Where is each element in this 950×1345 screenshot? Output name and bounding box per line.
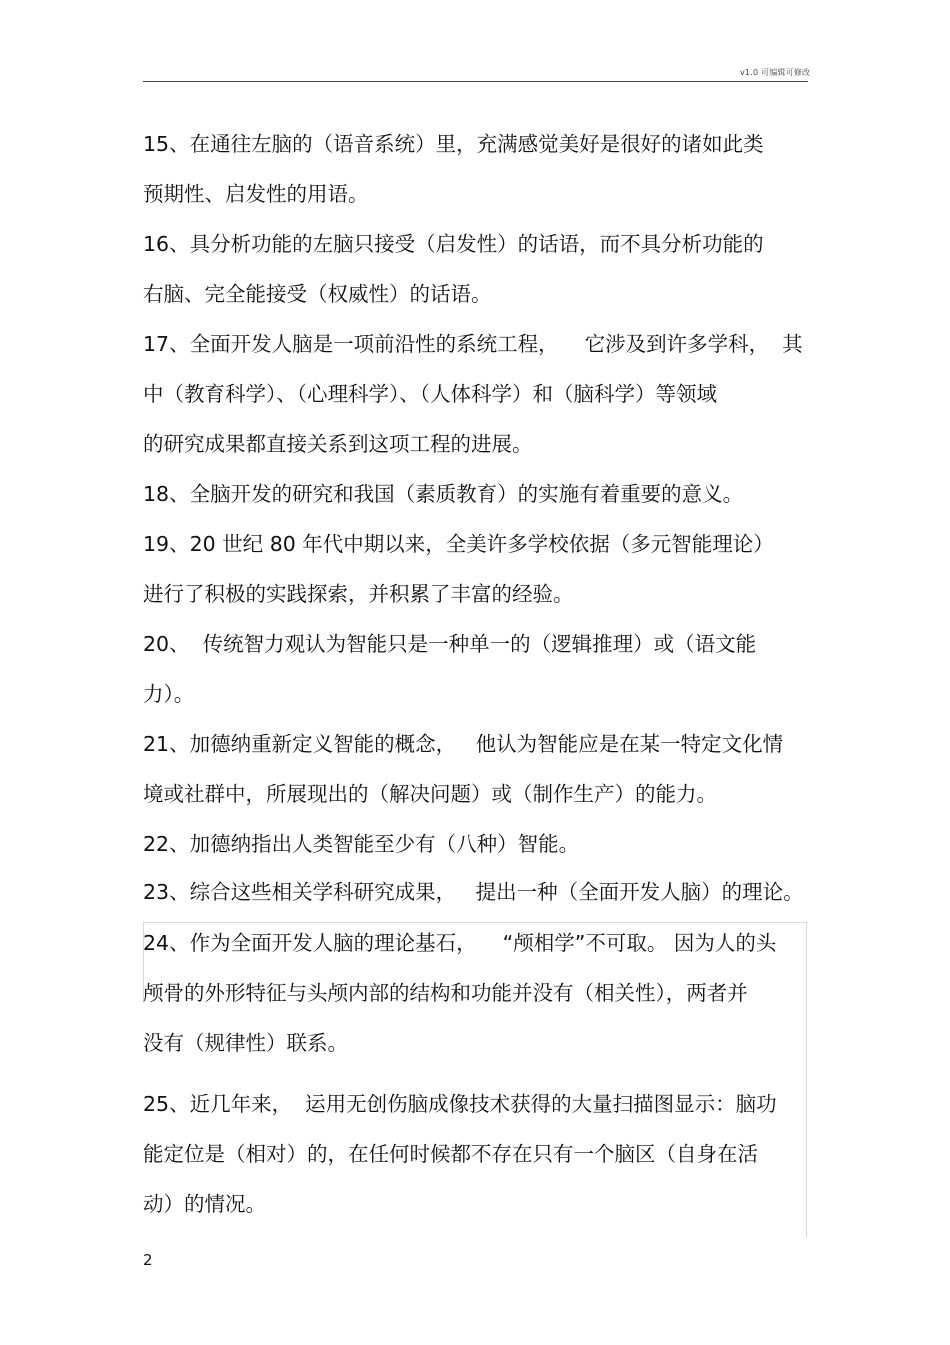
text-line: 右脑、完全能接受（权威性）的话语。: [143, 282, 492, 306]
text-line: 能定位是（相对）的，在任何时候都不存在只有一个脑区（自身在活: [143, 1142, 758, 1166]
text-line: 25、近几年来， 运用无创伤脑成像技术获得的大量扫描图显示：脑功: [143, 1092, 777, 1116]
text-line: 没有（规律性）联系。: [143, 1031, 348, 1055]
block-top-rule: [143, 922, 808, 923]
header-note: v1.0 可编辑可修改: [740, 68, 811, 77]
text-line: 预期性、启发性的用语。: [143, 182, 369, 206]
text-line: 17、全面开发人脑是一项前沿性的系统工程， 它涉及到许多学科， 其: [143, 332, 803, 356]
page-number: 2: [143, 1251, 153, 1269]
text-line: 22、加德纳指出人类智能至少有（八种）智能。: [143, 832, 580, 856]
block-right-rule: [806, 922, 807, 1237]
text-line: 24、作为全面开发人脑的理论基石， “颅相学”不可取。 因为人的头: [143, 931, 777, 955]
text-line: 动）的情况。: [143, 1192, 266, 1216]
text-line: 15、在通往左脑的（语音系统）里，充满感觉美好是很好的诸如此类: [143, 132, 764, 156]
text-line: 20、 传统智力观认为智能只是一种单一的（逻辑推理）或（语文能: [143, 632, 757, 656]
text-line: 19、20 世纪 80 年代中期以来，全美许多学校依据（多元智能理论）: [143, 532, 774, 556]
header-rule: [143, 81, 808, 82]
text-line: 18、全脑开发的研究和我国（素质教育）的实施有着重要的意义。: [143, 482, 744, 506]
text-line: 进行了积极的实践探索，并积累了丰富的经验。: [143, 582, 574, 606]
text-line: 21、加德纳重新定义智能的概念， 他认为智能应是在某一特定文化情: [143, 732, 784, 756]
text-line: 16、具分析功能的左脑只接受（启发性）的话语，而不具分析功能的: [143, 232, 764, 256]
text-line: 力）。: [143, 682, 195, 706]
text-line: 23、综合这些相关学科研究成果， 提出一种（全面开发人脑）的理论。: [143, 880, 804, 904]
text-line: 境或社群中，所展现出的（解决问题）或（制作生产）的能力。: [143, 782, 717, 806]
text-line: 颅骨的外形特征与头颅内部的结构和功能并没有（相关性），两者并: [143, 981, 748, 1005]
text-line: 中（教育科学）、（心理科学）、（人体科学）和（脑科学）等领域: [143, 382, 717, 406]
text-line: 的研究成果都直接关系到这项工程的进展。: [143, 432, 533, 456]
